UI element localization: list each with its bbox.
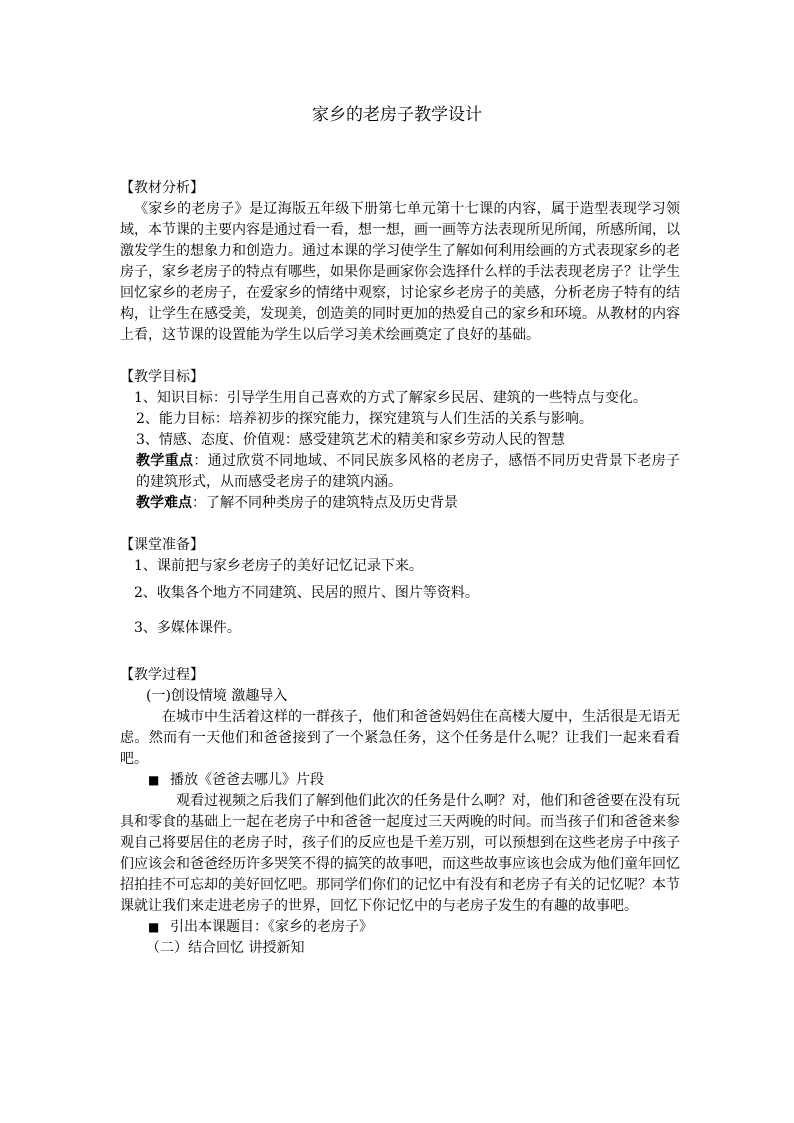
process-bullet-video [120,770,680,791]
document-body [120,178,680,959]
goal-item-knowledge: 1、知识目标：引导学生用自己喜欢的方式了解家乡民居、建筑的一些特点与变化。 [134,390,647,406]
process-bullet-topic [120,917,680,938]
prep-item-record: 1、课前把与家乡老房子的美好记忆记录下来。 [134,558,423,574]
process-step-1: (一)创设情境 激趣导入 [146,688,288,704]
analysis-paragraph: 《家乡的老房子》是辽海版五年级下册第七单元第十七课的内容，属于造型表现学习领域，本节课的主要内容是通过看一看，想一想，画一画等方法表现所见所闻，所感所闻，以激发学生的想象力和创造力。通过本课的学习使学生了解如何利用绘画的方式表现家乡的老房子，家乡老房子的特点有哪些，如果你是画家你会选择什么样的手法表现老房子？让学生回忆家乡的老房子，在爱家乡的情绪中观察，讨论家乡老房子的美感，分析老房子特有的结构，让学生在感受美，发现美，创造美的同时更加的热爱自己的家乡和环境。从教材的内容上看，这节课的设置能为学生以后学习美术绘画奠定了良好的基础。 [120,201,680,343]
process-step-2: （二）结合回忆 讲授新知 [146,940,305,956]
prep-item-multimedia: 3、多媒体课件。 [134,620,241,636]
goal-item-ability: 2、能力目标：培养初步的探究能力，探究建筑与人们生活的关系与影响。 [136,411,593,427]
document-title: 家乡的老房子教学设计 [312,105,482,125]
process-heading: 【教学过程】 [120,667,204,683]
process-paragraph-1: 在城市中生活着这样的一群孩子，他们和爸爸妈妈住在高楼大厦中，生活很是无语无虑。然而有一天他们和爸爸接到了一个紧急任务，这个任务是什么呢？让我们一起来看看吧。 [120,709,680,767]
bullet-video-text: 播放《爸爸去哪儿》片段 [170,772,324,788]
square-bullet-icon: ■ [148,773,160,787]
key-point-label: 教学重点 [136,453,194,469]
process-paragraph-2: 观看过视频之后我们了解到他们此次的任务是什么啊？对，他们和爸爸要在没有玩具和零食的基础上一起在老房子中和爸爸一起度过三天两晚的时间。而当孩子们和爸爸来参观自己将要居住的老房子时，孩子们的反应也是千差万别，可以预想到在这些老房子中孩子们应该会和爸爸经历许多哭笑不得的搞笑的故事吧，而这些故事应该也会成为他们童年回忆招拍挂不可忘却的美好回忆吧。那同学们你们的记忆中有没有和老房子有关的记忆呢？本节课就让我们来走进老房子的世界，回忆下你记忆中的与老房子发生的有趣的故事吧。 [120,793,680,914]
teaching-difficulty [120,493,680,514]
prep-item-photos: 2、收集各个地方不同建筑、民居的照片、图片等资料。 [134,585,479,601]
goal-item-emotion: 3、情感、态度、价值观：感受建筑艺术的精美和家乡劳动人民的智慧 [136,432,565,448]
goals-heading: 【教学目标】 [120,369,204,385]
bullet-topic-text: 引出本课题目：《家乡的老房子》 [170,919,373,935]
analysis-heading: 【教材分析】 [120,180,204,196]
square-bullet-icon: ■ [148,920,160,934]
teaching-key-point [120,451,680,493]
prep-heading: 【课堂准备】 [120,537,204,553]
difficulty-label: 教学难点 [136,495,192,511]
difficulty-text: ：了解不同种类房子的建筑特点及历史背景 [192,495,458,511]
key-point-text: ：通过欣赏不同地域、不同民族多风格的老房子，感悟不同历史背景下老房子的建筑形式，从而感受老房子的建筑内涵。 [136,453,681,490]
